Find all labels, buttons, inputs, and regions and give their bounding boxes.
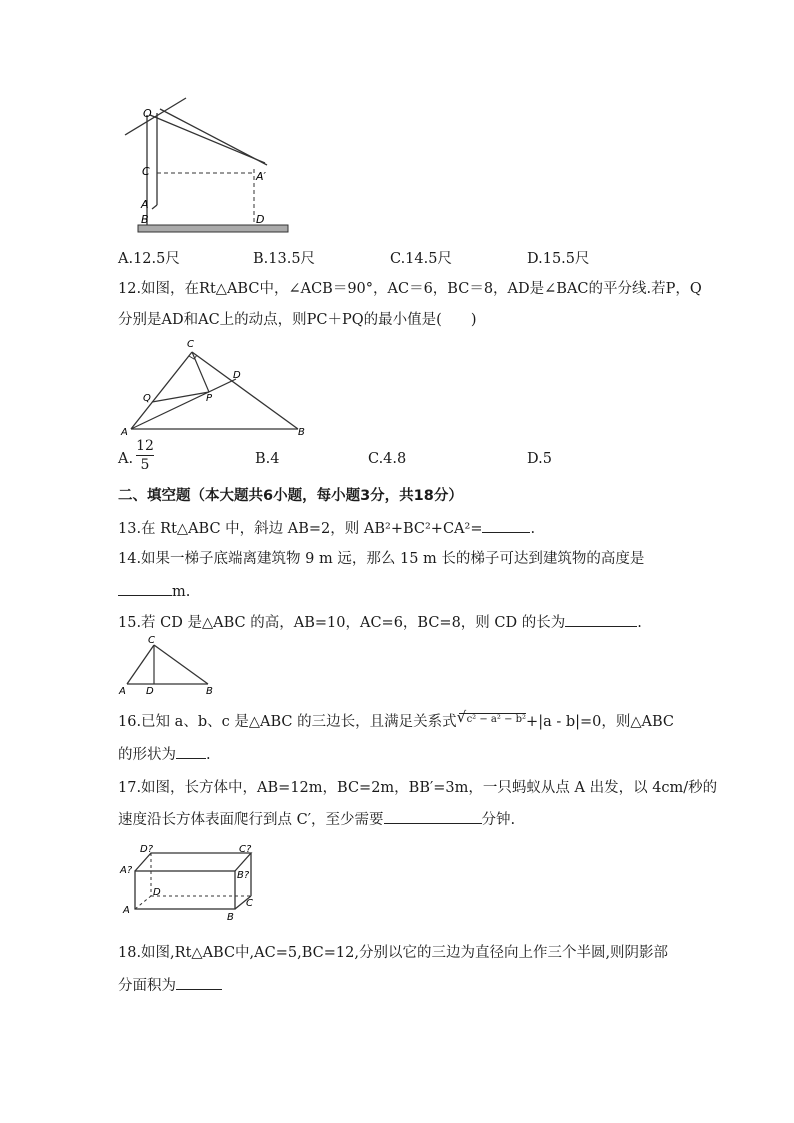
q12-figure [118,334,318,439]
svg-text:B: B [227,912,234,923]
q12-option-c: C.4.8 [368,451,407,467]
svg-text:A: A [141,198,149,211]
q12-line1: 12.如图，在Rt△ABC中，∠ACB＝90°，AC＝6，BC＝8，AD是∠BAC的平分线.若P，Q [118,281,702,297]
svg-text:P: P [206,393,213,404]
q14-line1: 14.如果一梯子底端离建筑物 9 m 远，那么 15 m 长的梯子可达到建筑物的高度是 [118,551,645,567]
q12-line2: 分别是AD和AC上的动点，则PC＋PQ的最小值是( ) [118,312,477,328]
q12-option-a-prefix: A. [118,451,134,467]
q11-figure [120,95,300,240]
svg-text:A′: A′ [256,170,267,183]
q17-answer-blank[interactable] [384,809,482,824]
q15-figure [118,634,218,696]
q18-answer-blank[interactable] [176,975,222,990]
q16-line1: 16.已知 a、b、c 是△ABC 的三边长，且满足关系式 √ c² − a² − b²+|a - b|=0，则△ABC [118,708,675,730]
q16-answer-blank[interactable] [176,744,206,759]
q11-option-a: A.12.5尺 [118,251,180,267]
q11-option-d: D.15.5尺 [527,251,590,267]
q14-line2: m. [118,581,190,602]
q17-line1: 17.如图，长方体中，AB=12m，BC=2m，BB′=3m，一只蚂蚁从点 A 出发，以 4cm/秒的 [118,780,718,796]
q11-ground [138,225,288,232]
q18-line1: 18.如图,Rt△ABC中,AC=5,BC=12,分别以它的三边为直径向上作三个半圆,则阴影部 [118,945,669,961]
svg-text:C: C [246,898,253,909]
q12-option-b: B.4 [255,451,280,467]
svg-text:O: O [143,107,152,120]
q16-sqrt: √ c² − a² − b² [456,708,527,726]
q11-option-b: B.13.5尺 [253,251,316,267]
q18-line2: 分面积为 [118,975,222,996]
svg-text:B: B [298,427,305,438]
svg-text:C?: C? [239,844,252,855]
svg-text:D: D [146,686,154,696]
q13-answer-blank[interactable] [482,518,530,533]
svg-text:A: A [121,427,128,438]
q14-answer-blank[interactable] [118,581,172,596]
section-title-fill-blank: 二、填空题（本大题共6小题，每小题3分，共18分） [118,488,463,504]
svg-text:D: D [233,370,241,381]
svg-text:A: A [119,686,126,696]
svg-text:D: D [256,213,265,226]
svg-text:D?: D? [140,844,154,855]
svg-text:D: D [153,887,161,898]
svg-text:B: B [206,686,213,696]
q11-slope-line [125,98,186,135]
q12-option-a-fraction: 12 5 [136,438,154,473]
svg-text:Q: Q [143,393,151,404]
svg-text:A?: A? [120,865,133,876]
q15-answer-blank[interactable] [565,612,637,627]
svg-text:C: C [142,165,150,178]
q13-line: 13.在 Rt△ABC 中，斜边 AB=2，则 AB²+BC²+CA²= . [118,518,535,539]
q11-option-c: C.14.5尺 [390,251,452,267]
svg-text:A: A [123,905,130,916]
svg-text:B: B [141,213,149,226]
q16-line2: 的形状为 . [118,744,211,765]
q17-figure [118,840,268,925]
svg-text:C: C [187,339,194,350]
svg-text:C: C [148,635,155,646]
q17-line2: 速度沿长方体表面爬行到点 C′，至少需要 分钟. [118,809,515,830]
q12-option-d: D.5 [527,451,552,467]
q15-line: 15.若 CD 是△ABC 的高，AB=10，AC=6，BC=8，则 CD 的长为 . [118,612,642,633]
svg-text:B?: B? [237,870,250,881]
